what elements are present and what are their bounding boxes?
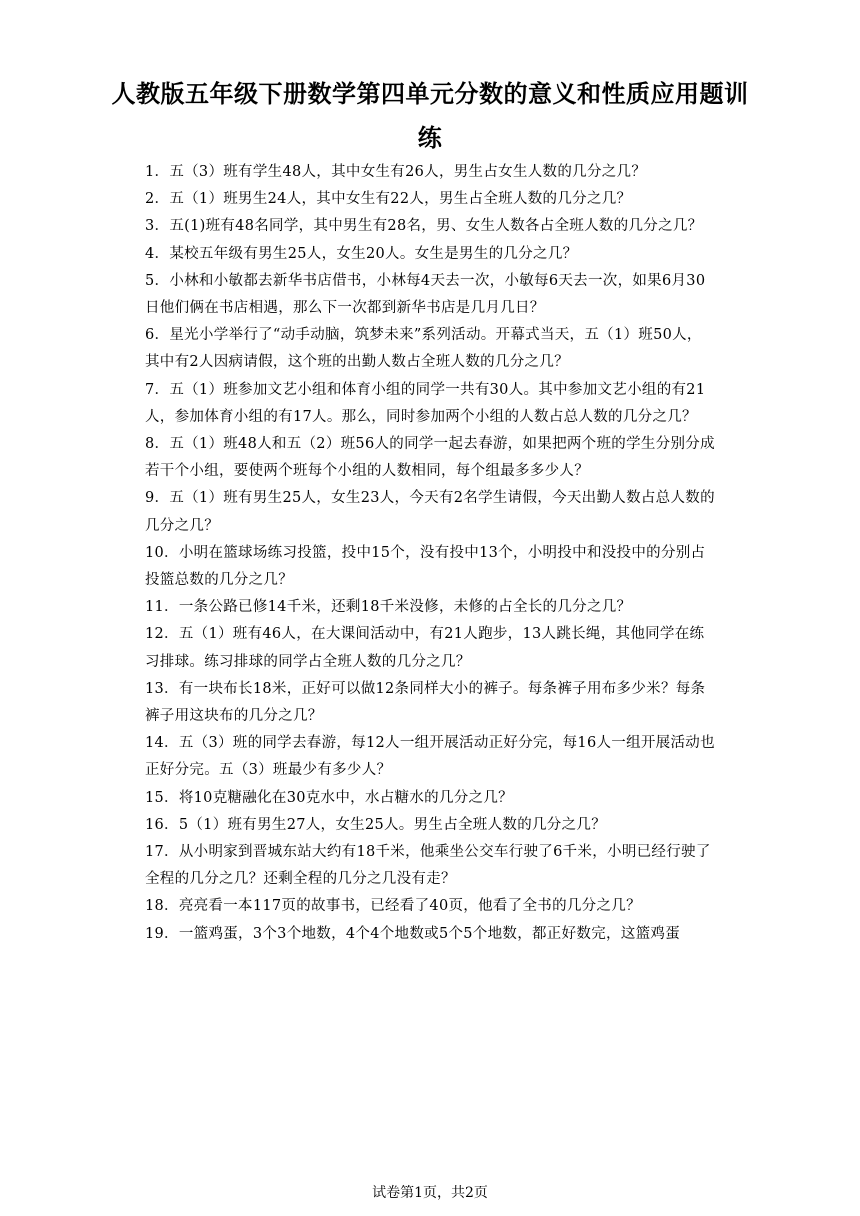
question-item	[145, 730, 715, 784]
page-footer: 试卷第1页，共2页	[372, 1185, 488, 1201]
question-text: 17．从小明家到晋城东站大约有18千米，他乘坐公交车行驶了6千米，小明已经行驶了全程的几分之几？还剩全程的几分之几没有走？	[145, 844, 711, 888]
question-item	[145, 785, 715, 812]
question-list	[145, 159, 715, 948]
question-item	[145, 485, 715, 539]
question-item	[145, 621, 715, 675]
title-line-2: 练	[417, 123, 443, 152]
question-item	[145, 268, 715, 322]
question-item	[145, 431, 715, 485]
question-text: 6．星光小学举行了“动手动脑，筑梦未来”系列活动。开幕式当天，五（1）班50人，其中有2人因病请假，这个班的出勤人数占全班人数的几分之几？	[145, 327, 702, 371]
question-item	[145, 676, 715, 730]
question-item	[145, 241, 715, 268]
question-item	[145, 540, 715, 594]
question-item	[145, 921, 715, 948]
question-item	[145, 377, 715, 431]
question-text: 8．五（1）班48人和五（2）班56人的同学一起去春游，如果把两个班的学生分别分成若干个小组，要使两个班每个小组的人数相同，每个组最多多少人？	[145, 436, 715, 480]
question-text: 5．小林和小敏都去新华书店借书，小林每4天去一次，小敏每6天去一次，如果6月30日他们俩在书店相遇，那么下一次都到新华书店是几月几日？	[145, 272, 706, 317]
question-item	[145, 839, 715, 893]
question-item	[145, 322, 715, 376]
question-text: 18．亮亮看一本117页的故事书，已经看了40页，他看了全书的几分之几？	[145, 898, 641, 915]
question-item	[145, 213, 715, 240]
document-title	[90, 72, 770, 160]
question-item	[145, 893, 715, 920]
question-item	[145, 186, 715, 213]
question-text: 16．5（1）班有男生27人，女生25人。男生占全班人数的几分之几？	[145, 816, 606, 833]
question-text: 10．小明在篮球场练习投篮，投中15个，没有投中13个，小明投中和没投中的分别占投篮总数的几分之几？	[145, 544, 706, 589]
question-text: 14．五（3）班的同学去春游，每12人一组开展活动正好分完，每16人一组开展活动也正好分完。五（3）班最少有多少人？	[145, 735, 715, 779]
question-item	[145, 159, 715, 186]
question-text: 13．有一块布长18米，正好可以做12条同样大小的裤子。每条裤子用布多少米？每条裤子用这块布的几分之几？	[145, 680, 706, 725]
question-text: 12．五（1）班有46人，在大课间活动中，有21人跑步，13人跳长绳，其他同学在练习排球。练习排球的同学占全班人数的几分之几？	[145, 626, 705, 670]
question-text: 1．五（3）班有学生48人，其中女生有26人，男生占女生人数的几分之几？	[145, 164, 647, 180]
question-text: 7．五（1）班参加文艺小组和体育小组的同学一共有30人。其中参加文艺小组的有21人，参加体育小组的有17人。那么，同时参加两个小组的人数占总人数的几分之几？	[145, 381, 706, 425]
title-line-1: 人教版五年级下册数学第四单元分数的意义和性质应用题训	[111, 79, 749, 108]
question-text: 15．将10克糖融化在30克水中，水占糖水的几分之几？	[145, 789, 513, 806]
question-text: 3．五(1)班有48名同学，其中男生有28名，男、女生人数各占全班人数的几分之几？	[145, 218, 703, 235]
question-text: 4．某校五年级有男生25人，女生20人。女生是男生的几分之几？	[145, 245, 578, 262]
question-item	[145, 594, 715, 621]
question-text: 9．五（1）班有男生25人，女生23人，今天有2名学生请假，今天出勤人数占总人数的几分之几？	[145, 490, 715, 534]
question-item	[145, 812, 715, 839]
question-text: 19．一篮鸡蛋，3个3个地数，4个4个地数或5个5个地数，都正好数完，这篮鸡蛋	[145, 925, 680, 942]
question-text: 2．五（1）班男生24人，其中女生有22人，男生占全班人数的几分之几？	[145, 191, 632, 208]
question-text: 11．一条公路已修14千米，还剩18千米没修，未修的占全长的几分之几？	[145, 599, 632, 616]
